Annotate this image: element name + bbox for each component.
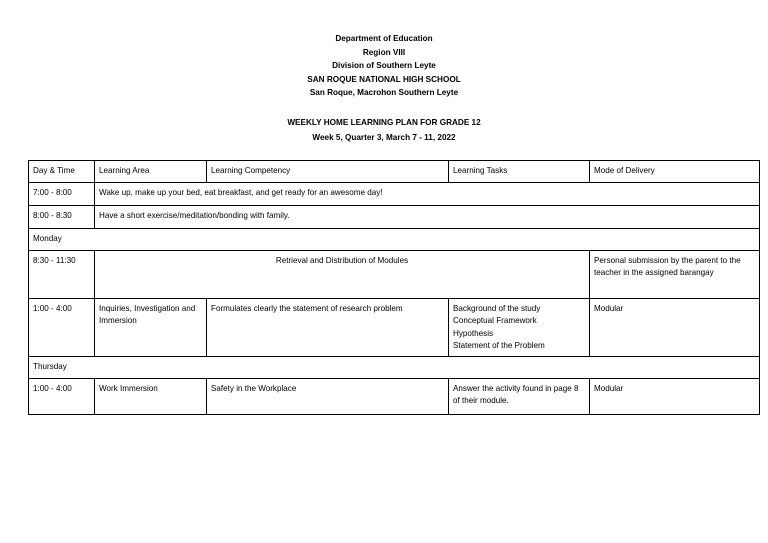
header-region: Region VIII	[362, 47, 406, 57]
mode-cell: Modular	[590, 299, 760, 357]
document-header	[0, 32, 768, 100]
plan-title: WEEKLY HOME LEARNING PLAN FOR GRADE 12	[287, 118, 481, 127]
column-header: Learning Tasks	[449, 161, 590, 183]
learning-plan-table	[28, 160, 760, 415]
time-cell: 1:00 - 4:00	[29, 299, 95, 357]
table-row	[29, 206, 760, 229]
tasks-cell: Background of the study Conceptual Framework Hypothesis Statement of the Problem	[449, 299, 590, 357]
header-school-address: San Roque, Macrohon Southern Leyte	[309, 88, 459, 98]
plan-heading	[0, 116, 768, 145]
time-cell: 8:30 - 11:30	[29, 251, 95, 299]
mode-cell: Personal submission by the parent to the teacher in the assigned barangay	[590, 251, 760, 299]
area-cell: Inquiries, Investigation and Immersion	[95, 299, 207, 357]
day-row-thursday	[29, 357, 760, 379]
table-row	[29, 251, 760, 299]
plan-subtitle: Week 5, Quarter 3, March 7 - 11, 2022	[312, 132, 456, 142]
competency-cell: Safety in the Workplace	[207, 379, 449, 415]
activity-cell: Wake up, make up your bed, eat breakfast, and get ready for an awesome day!	[95, 183, 760, 206]
header-school-name: SAN ROQUE NATIONAL HIGH SCHOOL	[307, 74, 461, 84]
column-header: Learning Area	[95, 161, 207, 183]
activity-cell: Have a short exercise/meditation/bonding with family.	[95, 206, 760, 229]
activity-cell: Retrieval and Distribution of Modules	[95, 251, 590, 299]
table-row	[29, 379, 760, 415]
header-division: Division of Southern Leyte	[332, 61, 436, 71]
area-cell: Work Immersion	[95, 379, 207, 415]
competency-cell: Formulates clearly the statement of research problem	[207, 299, 449, 357]
day-label: Monday	[29, 229, 760, 251]
table-row	[29, 299, 760, 357]
day-row-monday	[29, 229, 760, 251]
header-department: Department of Education	[335, 34, 433, 43]
time-cell: 1:00 - 4:00	[29, 379, 95, 415]
tasks-cell: Answer the activity found in page 8 of their module.	[449, 379, 590, 415]
mode-cell: Modular	[590, 379, 760, 415]
time-cell: 7:00 - 8:00	[29, 183, 95, 206]
table-header-row	[29, 161, 760, 183]
time-cell: 8:00 - 8:30	[29, 206, 95, 229]
table-row	[29, 183, 760, 206]
column-header: Mode of Delivery	[590, 161, 760, 183]
day-label: Thursday	[29, 357, 760, 379]
column-header: Learning Competency	[207, 161, 449, 183]
column-header: Day & Time	[29, 161, 95, 183]
